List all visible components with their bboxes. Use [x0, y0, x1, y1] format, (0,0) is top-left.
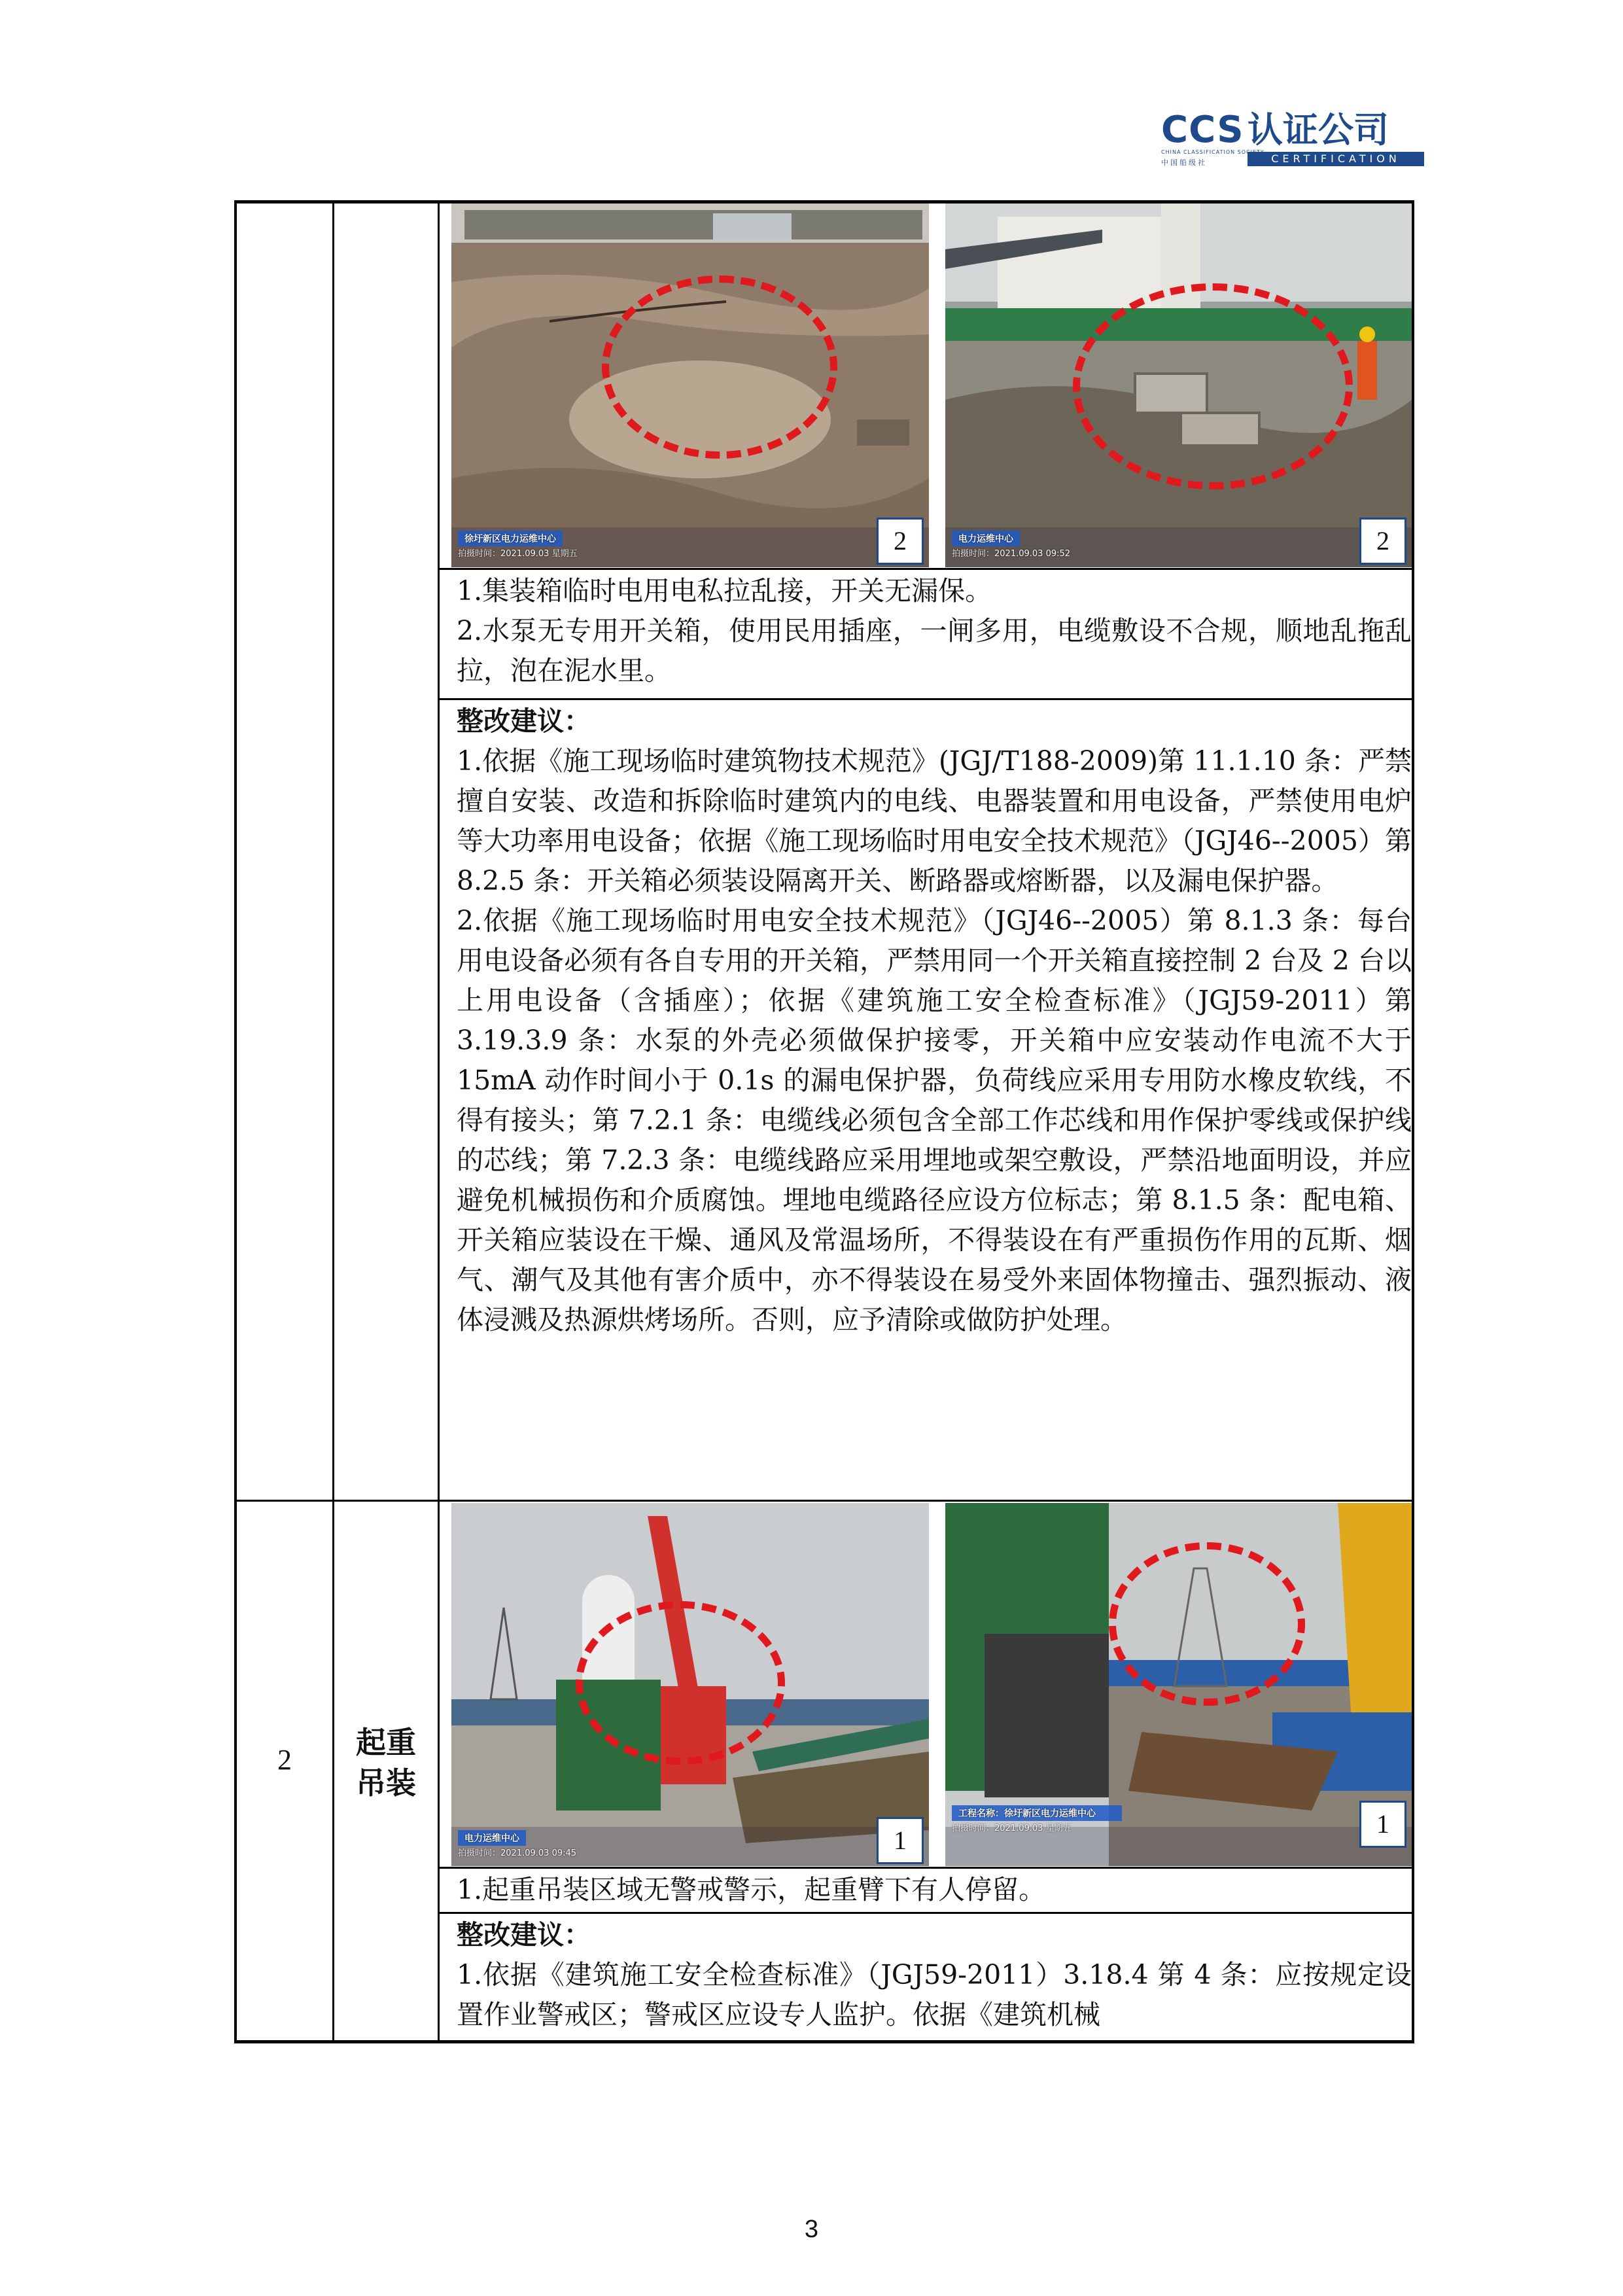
advice-text-block: [457, 1915, 1412, 2035]
logo-cn-text: 认证公司: [1248, 109, 1389, 150]
hazard-highlight-circle: [1073, 283, 1353, 489]
photo-index-badge: 1: [877, 1817, 924, 1864]
photo-index-badge: 2: [877, 518, 924, 565]
site-photo-lifting-area: [945, 1503, 1412, 1866]
advice-item: 1.依据《建筑施工安全检查标准》（JGJ59-2011）3.18.4 第 4 条：应按规定设置作业警戒区；警戒区应设专人监护。依据《建筑机械: [457, 1959, 1412, 2030]
advice-item: 2.依据《施工现场临时用电安全技术规范》（JGJ46--2005）第 8.1.3 条：每台用电设备必须有各自专用的开关箱，严禁用同一个开关箱直接控制 2 台及 2 台以上用电设备（含插座）；依据《建筑施工安全检查标准》（JGJ59-2011）第 3.19.3.9 条：水泵的外壳必须做保护接零，开关箱中应安装动作电流不大于 15mA 动作时间小于 0.1s 的漏电保护器，负荷线应采用专用防水橡皮软线，不得有接头；第 7.2.1 条：电缆线必须包含全部工作芯线和用作保护零线或保护线的芯线；第 7.2.3 条：电缆线路应采用埋地或架空敷设，严禁沿地面明设，并应避免机械损伤和介质腐蚀。埋地电缆路径应设方位标志；第 8.1.5 条：配电箱、开关箱应装设在干燥、通风及常温场所，不得装设在有严重损伤作用的瓦斯、烟气、潮气及其他有害介质中，亦不得装设在易受外来固体物撞击、强烈振动、液体浸溅及热源烘烤场所。否则，应予清除或做防护处理。: [457, 905, 1412, 1335]
table-right-border: [1412, 200, 1414, 2043]
row-divider-photos2: [438, 1867, 1414, 1869]
row-divider-photos1: [438, 568, 1414, 570]
category-line: 起重: [356, 1725, 416, 1760]
issue-item: 1.集装箱临时电用电私拉乱接，开关无漏保。: [457, 575, 992, 607]
hazard-highlight-circle: [576, 1601, 785, 1765]
page-number: 3: [804, 2216, 819, 2243]
hazard-highlight-circle: [1109, 1542, 1305, 1706]
advice-text-block: [457, 701, 1412, 1340]
table-bottom-border: [234, 2040, 1414, 2043]
item-number: 2: [277, 1744, 292, 1776]
photo-index-badge: 2: [1359, 518, 1406, 565]
category-line: 吊装: [356, 1765, 416, 1801]
photo-watermark: 电力运维中心 拍摄时间：2021.09.03 09:45: [458, 1830, 576, 1858]
row-divider-issues1: [438, 698, 1414, 700]
site-photo-muddy-ground: [451, 203, 929, 567]
logo-ccs-text: CCS: [1161, 109, 1244, 151]
row-divider-issues2: [438, 1912, 1414, 1914]
advice-heading: 整改建议：: [457, 1919, 591, 1951]
photo-watermark: 徐圩新区电力运维中心 拍摄时间：2021.09.03 星期五: [458, 531, 578, 559]
advice-item: 1.依据《施工现场临时建筑物技术规范》(JGJ/T188-2009)第 11.1.10 条：严禁擅自安装、改造和拆除临时建筑内的电线、电器装置和用电设备，严禁使用电炉等大功率用电设备；依据《施工现场临时用电安全技术规范》（JGJ46--2005）第 8.2.5 条：开关箱必须装设隔离开关、断路器或熔断器，以及漏电保护器。: [457, 745, 1412, 896]
issue-item: 2.水泵无专用开关箱，使用民用插座，一闸多用，电缆敷设不合规，顺地乱拖乱拉，泡在泥水里。: [457, 615, 1412, 686]
hazard-highlight-circle: [602, 275, 837, 459]
row-divider-item2: [234, 1500, 1414, 1502]
issues-text-block: [457, 1870, 1412, 1910]
issues-text-block: [457, 571, 1412, 691]
logo-en-bar: CERTIFICATION: [1248, 152, 1424, 166]
photo-index-badge: 1: [1359, 1801, 1406, 1848]
issue-item: 1.起重吊装区域无警戒警示，起重臂下有人停留。: [457, 1874, 1046, 1905]
photo-watermark: 工程名称：徐圩新区电力运维中心 拍摄时间：2021.09.03 星期五: [952, 1805, 1122, 1833]
logo-small-en: CHINA CLASSIFICATION SOCIETY: [1161, 149, 1265, 155]
logo-small-cn: 中国船级社: [1161, 158, 1207, 167]
item-category: [334, 1722, 438, 1803]
advice-heading: 整改建议：: [457, 705, 591, 737]
site-photo-crane: [451, 1503, 929, 1866]
ccs-certification-logo: [1161, 110, 1426, 169]
photo-watermark: 电力运维中心 拍摄时间：2021.09.03 09:52: [952, 531, 1070, 559]
site-photo-water-pump: [945, 203, 1412, 567]
